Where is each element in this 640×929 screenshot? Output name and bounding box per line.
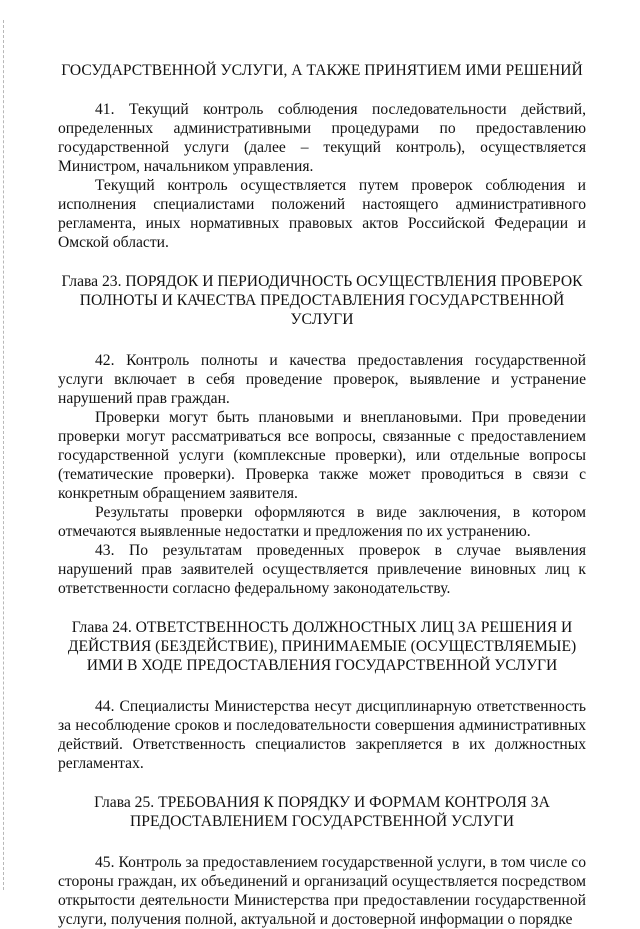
- paragraph-inspection-results: Результаты проверки оформляются в виде заключения, в котором отмечаются выявленные недостатки и предложения по их устранению.: [58, 504, 586, 540]
- chapter-25-title: Глава 25. ТРЕБОВАНИЯ К ПОРЯДКУ И ФОРМАМ КОНТРОЛЯ ЗА ПРЕДОСТАВЛЕНИЕМ ГОСУДАРСТВЕННОЙ УСЛУГИ: [94, 794, 550, 830]
- paragraph-current-control: Текущий контроль осуществляется путем проверок соблюдения и исполнения специалистами положений настоящего административного регламента, иных нормативных правовых актов Российской Федерации и Омской области.: [58, 177, 586, 251]
- paragraph-42: 42. Контроль полноты и качества предоставления государственной услуги включает в себя проведение проверок, выявление и устранение нарушений прав граждан.: [58, 352, 586, 407]
- chapter-24-title: Глава 24. ОТВЕТСТВЕННОСТЬ ДОЛЖНОСТНЫХ ЛИЦ ЗА РЕШЕНИЯ И ДЕЙСТВИЯ (БЕЗДЕЙСТВИЕ), ПРИНИМАЕМЫЕ (ОСУЩЕСТВЛЯЕМЫЕ) ИМИ В ХОДЕ ПРЕДОСТАВЛЕНИЯ ГОСУДАРСТВЕННОЙ УСЛУГИ: [67, 619, 577, 674]
- paragraph-43: 43. По результатам проведенных проверок в случае выявления нарушений прав заявителей осуществляется привлечение виновных лиц к ответственности согласно федеральному законодательству.: [58, 542, 586, 597]
- paragraph-45: 45. Контроль за предоставлением государственной услуги, в том числе со стороны граждан, их объединений и организаций осуществляется посредством открытости деятельности Министерства при предоставлении государственной услуги, получения полной, актуальной и достоверной информации о порядке: [58, 854, 586, 928]
- chapter-23-title: Глава 23. ПОРЯДОК И ПЕРИОДИЧНОСТЬ ОСУЩЕСТВЛЕНИЯ ПРОВЕРОК ПОЛНОТЫ И КАЧЕСТВА ПРЕДОСТАВЛЕНИЯ ГОСУДАРСТВЕННОЙ УСЛУГИ: [61, 273, 583, 328]
- paragraph-44: 44. Специалисты Министерства несут дисциплинарную ответственность за несоблюдение сроков и последовательности совершения административных действий. Ответственность специалистов закрепляется в их должностных регламентах.: [58, 698, 586, 772]
- section-heading: ГОСУДАРСТВЕННОЙ УСЛУГИ, А ТАКЖЕ ПРИНЯТИЕМ ИМИ РЕШЕНИЙ: [61, 62, 583, 79]
- paragraph-41: 41. Текущий контроль соблюдения последовательности действий, определенных административными процедурами по предоставлению государственной услуги (далее – текущий контроль), осуществляется Министром, начальником управления.: [58, 101, 586, 175]
- paragraph-inspections-types: Проверки могут быть плановыми и внеплановыми. При проведении проверки могут рассматриваться все вопросы, связанные с предоставлением государственной услуги (комплексные проверки), или отдельные вопросы (тематические проверки). Проверка также может проводиться в связи с конкретным обращением заявителя.: [58, 409, 586, 502]
